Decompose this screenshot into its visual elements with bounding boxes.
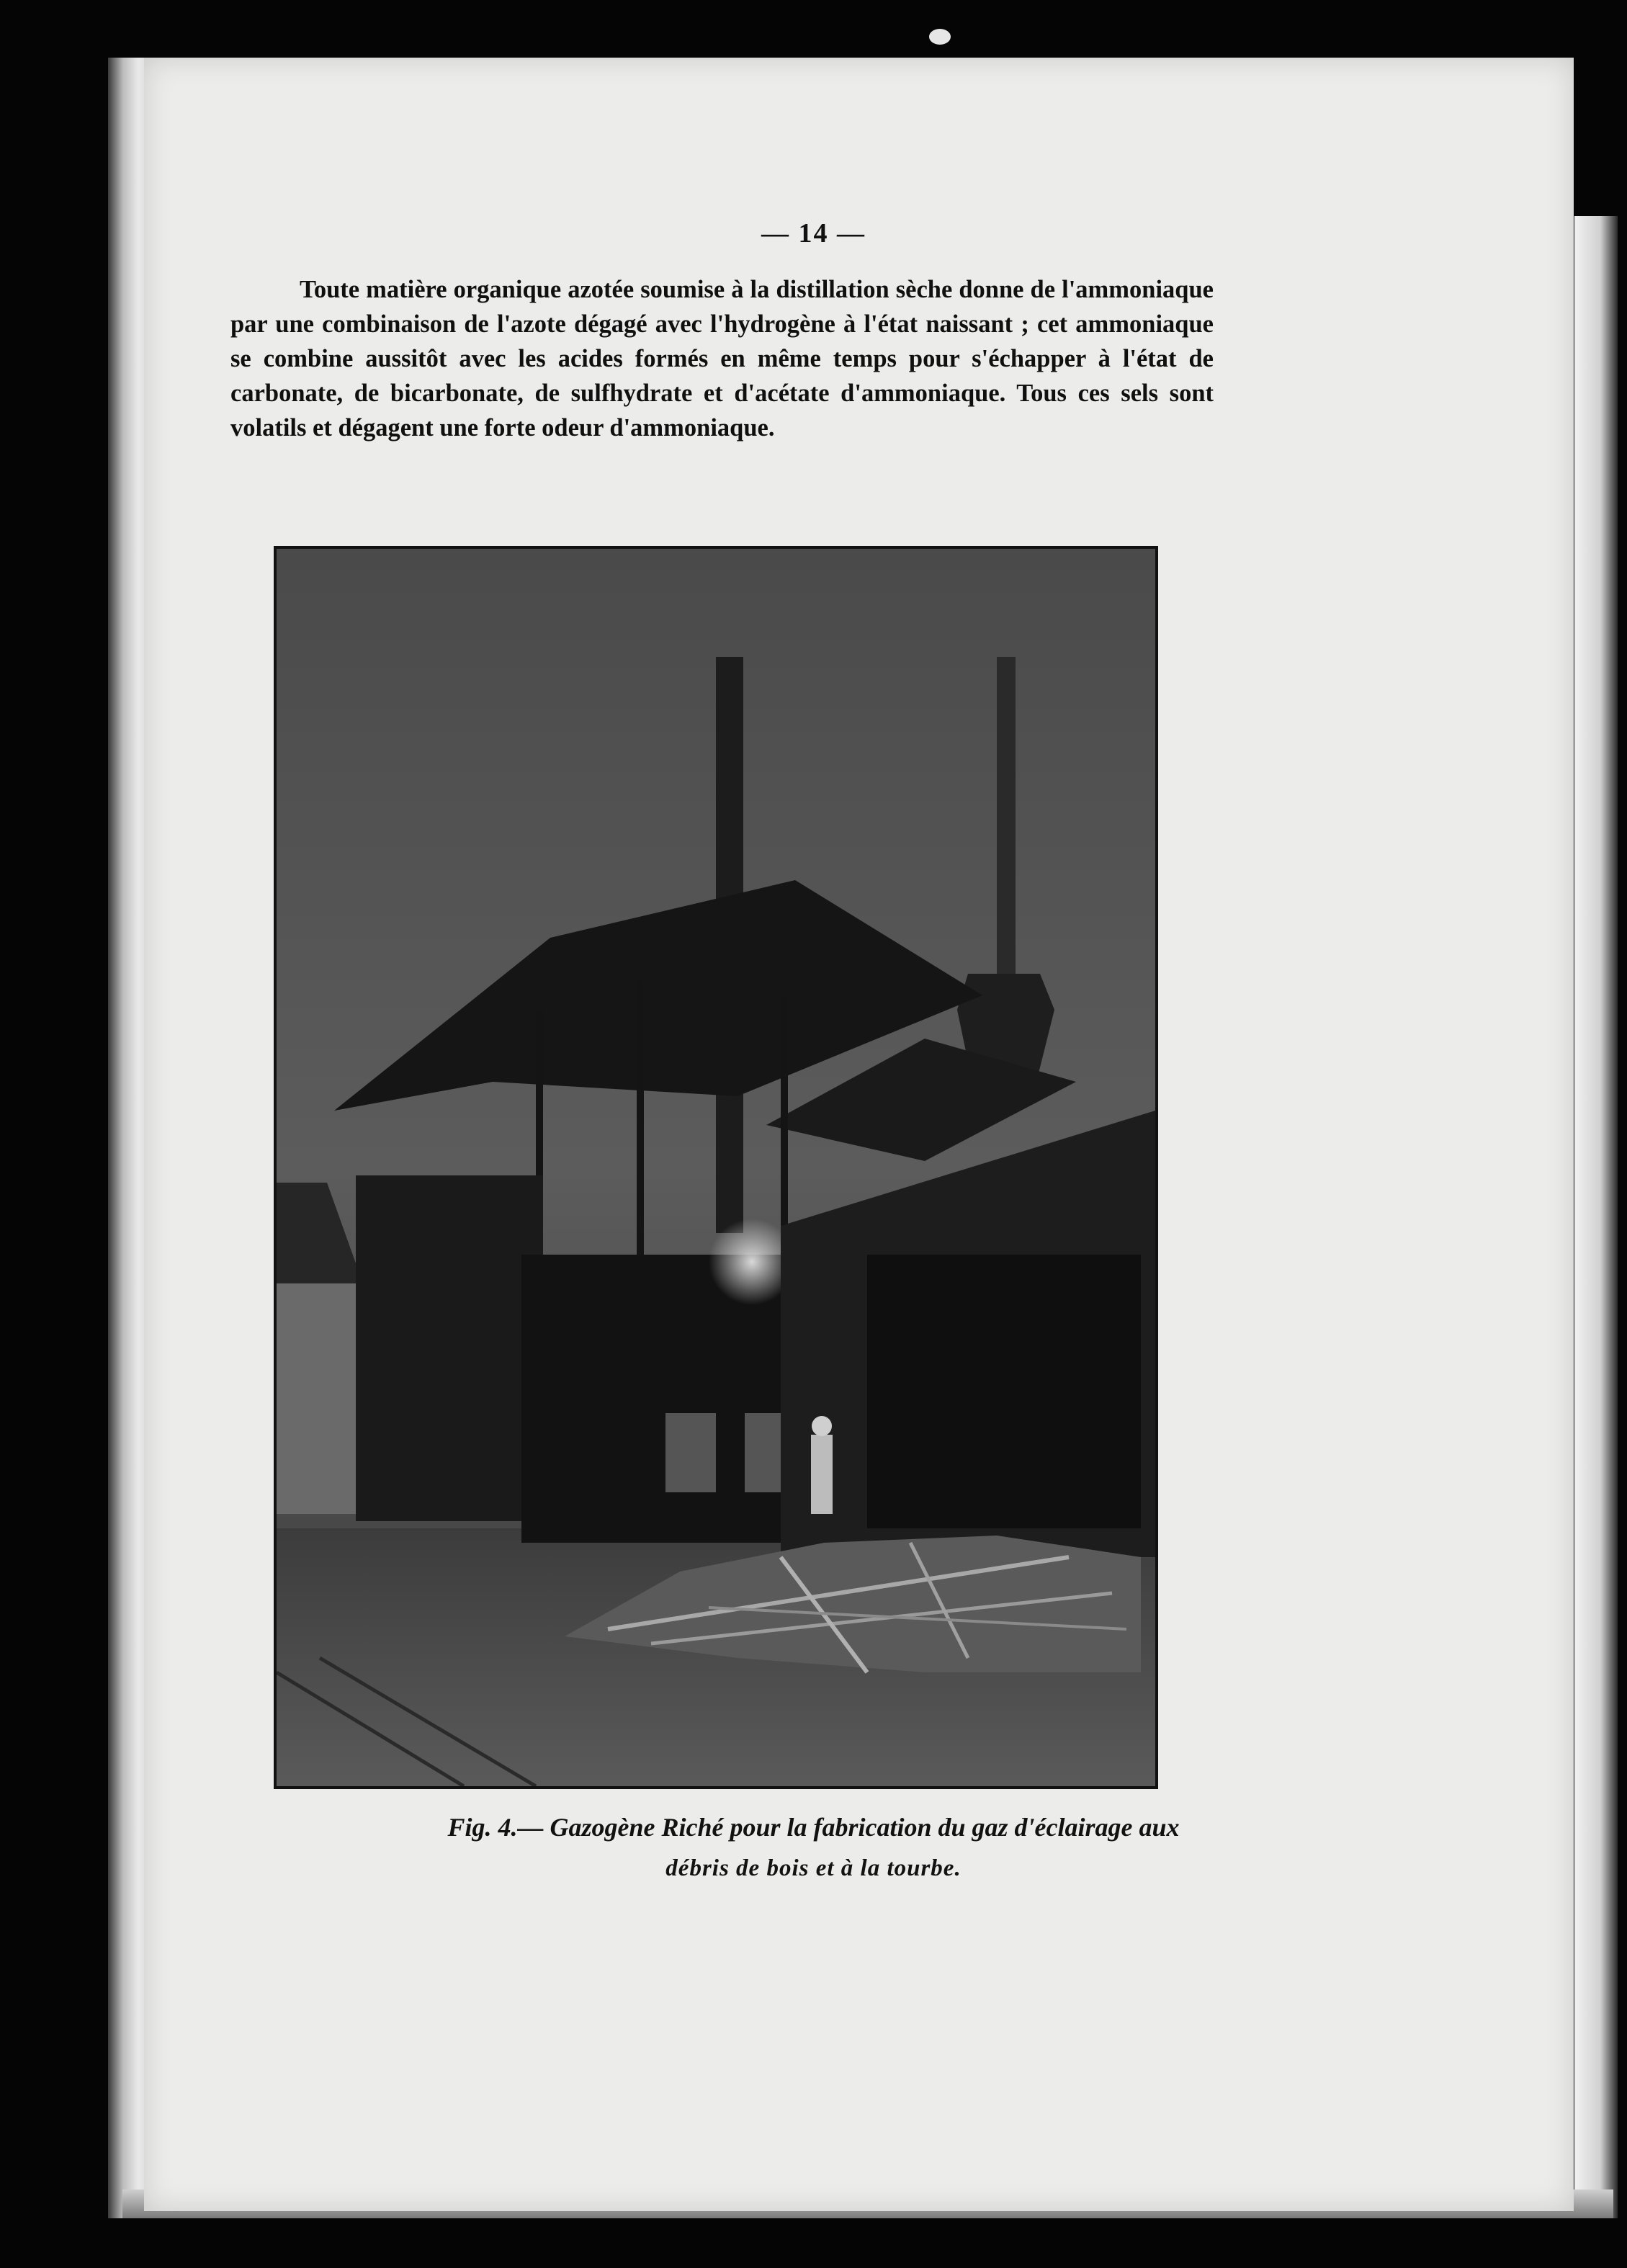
figure-caption-line2: débris de bois et à la tourbe.: [665, 1855, 962, 1881]
body-paragraph: Toute matière organique azotée soumise à la distillation sèche donne de l'ammoniaque par une combinaison de l'azote dégagé avec l'hydrogène à l'état naissant ; cet ammoniaque se combine aussitôt avec les acides formés en même temps pour s'échapper à l'état de carbonate, de bicarbonate, de sulfhydrate et d'acétate d'ammoniaque. Tous ces sels sont volatils et dégagent une forte odeur d'ammoniaque.: [230, 276, 1214, 442]
gas-tank: [356, 1175, 543, 1521]
facing-page-edge: [1570, 216, 1618, 2218]
figure-caption-line1: Fig. 4.— Gazogène Riché pour la fabrication du gaz d'éclairage aux: [447, 1813, 1180, 1842]
gazogene-photo-illustration: [277, 549, 1155, 1786]
scan-artifact: [929, 29, 951, 45]
gazogene-furnace: [521, 1255, 824, 1543]
chimney-right: [997, 657, 1016, 974]
figure-photograph: [274, 546, 1158, 1789]
worker: [811, 1435, 833, 1514]
page-number: — 14 —: [761, 218, 866, 248]
